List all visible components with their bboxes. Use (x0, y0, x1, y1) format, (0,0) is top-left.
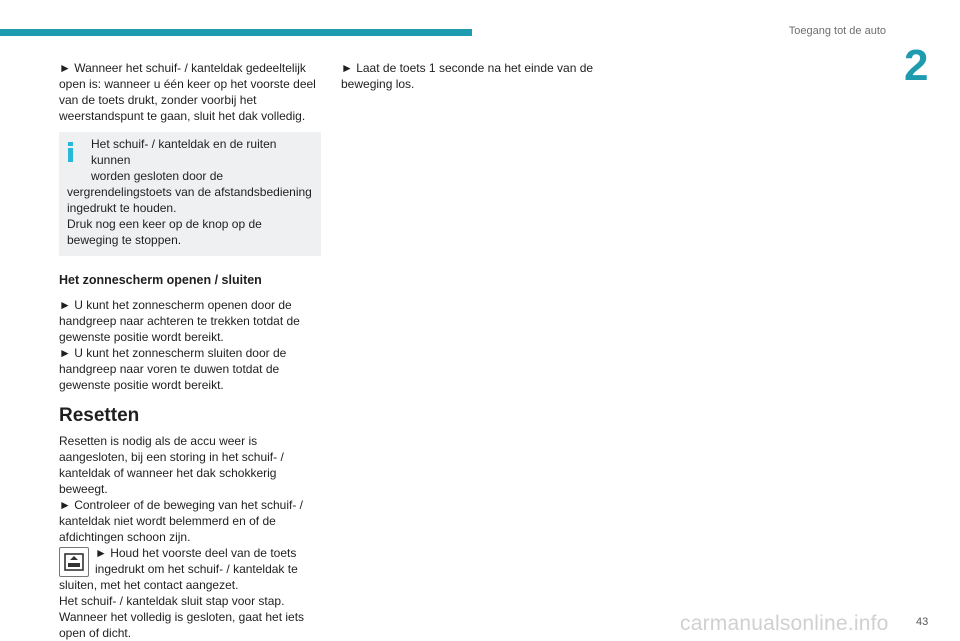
info-note (59, 132, 321, 256)
subheading: Het zonnescherm openen / sluiten (59, 273, 262, 287)
chapter-number: 2 (904, 41, 929, 90)
paragraph: ► U kunt het zonnescherm sluiten door de handgreep naar voren te duwen totdat de gewenste positie wordt bereikt. (59, 346, 287, 392)
paragraph: Resetten is nodig als de accu weer is aangesloten, bij een storing in het schuif- / kanteldak of wanneer het dak schokkerig beweegt. (59, 434, 284, 496)
paragraph: ► Houd het voorste deel van de toets (95, 546, 297, 560)
header-accent-bar (0, 29, 472, 36)
note-line: worden gesloten door de (91, 169, 224, 183)
page-number: 43 (916, 616, 929, 628)
paragraph: Het schuif- / kanteldak sluit stap voor stap. Wanneer het volledig is gesloten, gaat het iets open of dicht. (59, 594, 305, 640)
paragraph: ► U kunt het zonnescherm openen door de handgreep naar achteren te trekken totdat de gewenste positie wordt bereikt. (59, 298, 300, 344)
sunroof-button-icon (59, 547, 89, 577)
button-instruction (59, 545, 321, 593)
paragraph: ► Wanneer het schuif- / kanteldak gedeeltelijk open is: wanneer u één keer op het voorste deel van de toets drukt, zonder voorbij het weerstandspunt te gaan, sluit het dak volledig. (59, 61, 316, 123)
note-line: Het schuif- / kanteldak en de ruiten kunnen (91, 137, 277, 167)
left-column (59, 60, 321, 641)
paragraph: ► Controleer of de beweging van het schuif- / kanteldak niet wordt belemmerd en of de afdichtingen schoon zijn. (59, 498, 304, 544)
watermark: carmanualsonline.info (680, 612, 889, 635)
info-icon (67, 142, 74, 162)
paragraph: ► Laat de toets 1 seconde na het einde van de beweging los. (341, 61, 594, 91)
right-column (341, 60, 603, 92)
note-line: Druk nog een keer op de knop op de beweging te stoppen. (67, 217, 262, 247)
note-line: vergrendelingstoets van de afstandsbediening ingedrukt te houden. (67, 185, 312, 215)
section-heading: Resetten (59, 405, 140, 426)
paragraph: sluiten, met het contact aangezet. (59, 578, 239, 592)
paragraph: ingedrukt om het schuif- / kanteldak te (95, 562, 298, 576)
section-title: Toegang tot de auto (788, 25, 886, 37)
